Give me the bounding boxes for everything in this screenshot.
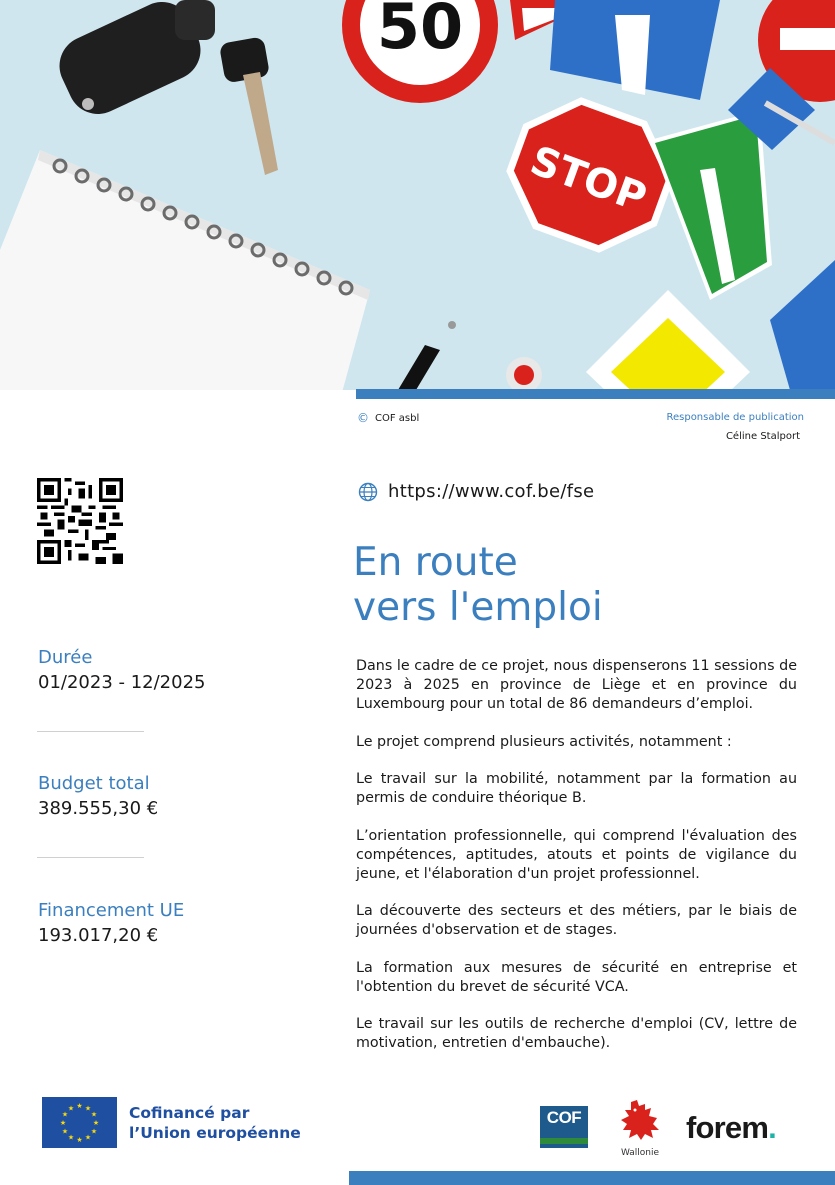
top-accent-bar [356,389,835,399]
funding-value: 193.017,20 € [38,925,159,946]
rooster-icon [617,1098,663,1142]
project-description [356,657,797,1072]
paragraph: Le travail sur la mobilité, notamment par la formation au permis de conduire théorique B. [356,771,797,806]
svg-text:★: ★ [90,1110,98,1119]
svg-text:★: ★ [67,1104,75,1113]
website-row[interactable] [358,481,594,502]
wallonie-logo [612,1098,668,1158]
forem-logo [686,1110,776,1146]
paragraph: L’orientation professionnelle, qui comprend l'évaluation des compétences, aptitudes, atouts et points de vigilance du jeune, et l'élaboration d'un projet professionnel. [356,827,797,882]
wallonie-label: Wallonie [620,1148,660,1158]
copyright-icon: © [357,411,369,425]
cof-logo [538,1098,590,1156]
budget-label: Budget total [38,773,150,794]
svg-text:★: ★ [92,1119,100,1127]
paragraph: Le projet comprend plusieurs activités, notamment : [356,733,732,750]
forem-logo-dot: . [768,1110,776,1145]
budget-value: 389.555,30 € [38,798,159,819]
paragraph: Le travail sur les outils de recherche d'emploi (CV, lettre de motivation, entretien d'embauche). [356,1016,797,1051]
publication-name: Céline Stalport [725,431,800,442]
svg-text:★: ★ [61,1110,69,1119]
hero-image [0,0,835,390]
divider [37,857,144,858]
svg-text:★: ★ [90,1127,98,1136]
website-link[interactable]: https://www.cof.be/fse [388,481,595,502]
copyright-holder: COF asbl [375,412,420,424]
svg-text:★: ★ [67,1133,75,1142]
cof-logo-text: COF [546,1108,582,1127]
svg-text:★: ★ [76,1102,83,1110]
paragraph: La découverte des secteurs et des métiers, par le biais de journées d'observation et de stages. [356,903,797,938]
eu-cofunding-logo [42,1097,301,1148]
title-line-1: En route [353,540,518,585]
paragraph: La formation aux mesures de sécurité en entreprise et l'obtention du brevet de sécurité VCA. [356,959,797,995]
forem-logo-text: forem [686,1110,769,1145]
title-line-2: vers l'emploi [353,585,603,630]
stop-sign-text: STOP [524,137,653,222]
duration-value: 01/2023 - 12/2025 [38,672,206,693]
qr-code[interactable] [37,478,123,564]
page-title [353,540,813,630]
svg-text:★: ★ [76,1136,83,1144]
svg-text:★: ★ [61,1127,69,1136]
copyright-line [357,411,419,425]
globe-icon [358,482,378,502]
eu-flag-icon [42,1097,117,1148]
paragraph: Dans le cadre de ce projet, nous dispenserons 11 sessions de 2023 à 2025 en province de Liège et en province du Luxembourg pour un total de 86 demandeurs d’emploi. [356,658,797,712]
eu-text-line-1: Cofinancé par [129,1103,250,1122]
eu-cofunding-text [129,1103,301,1143]
eu-text-line-2: l’Union européenne [129,1123,301,1142]
divider [37,731,144,732]
svg-text:★: ★ [84,1133,92,1142]
svg-text:★: ★ [84,1104,92,1113]
duration-label: Durée [38,647,93,668]
publication-label: Responsable de publication [666,412,804,423]
svg-text:★: ★ [59,1119,67,1127]
speed-limit-value: 50 [376,0,464,63]
funding-label: Financement UE [38,900,185,921]
bottom-accent-bar [349,1171,835,1185]
